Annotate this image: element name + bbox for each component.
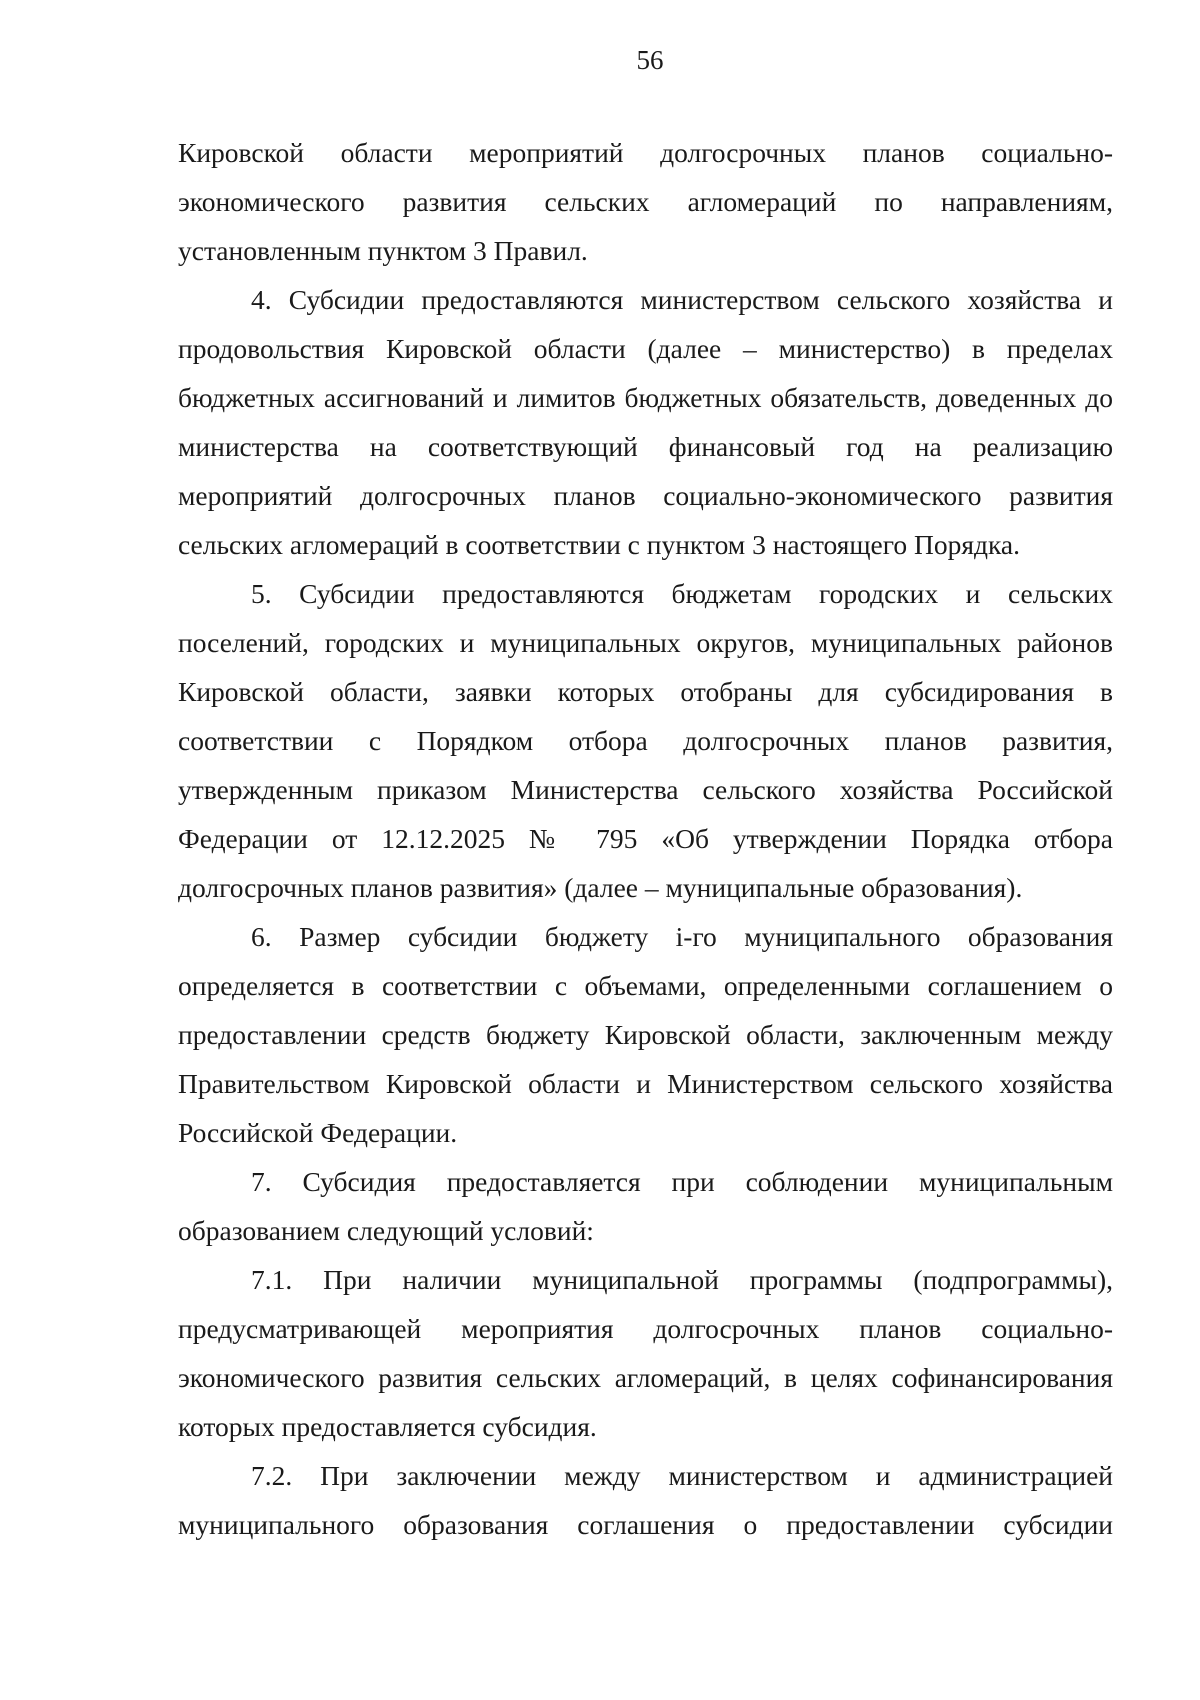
document-body (178, 128, 1113, 1549)
paragraph-item-7: 7. Субсидия предоставляется при соблюдении муниципальным образованием следующий условий: (178, 1166, 1113, 1246)
paragraph-continuation: Кировской области мероприятий долгосрочных планов социально-экономического развития сельских агломераций по направлениям, установленным пунктом 3 Правил. (178, 137, 1113, 266)
paragraph-item-7-2: 7.2. При заключении между министерством и администрацией муниципального образования соглашения о предоставлении субсидии (178, 1460, 1113, 1540)
paragraph-item-4: 4. Субсидии предоставляются министерством сельского хозяйства и продовольствия Кировской области (далее – министерство) в пределах бюджетных ассигнований и лимитов бюджетных обязательств, доведенных до министерства на соответствующий финансовый год на реализацию мероприятий долгосрочных планов социально-экономического развития сельских агломераций в соответствии с пунктом 3 настоящего Порядка. (178, 284, 1113, 560)
page-number: 56 (636, 45, 664, 75)
paragraph-item-6: 6. Размер субсидии бюджету i-го муниципального образования определяется в соответствии с объемами, определенными соглашением о предоставлении средств бюджету Кировской области, заключенным между Правительством Кировской области и Министерством сельского хозяйства Российской Федерации. (178, 921, 1113, 1148)
paragraph-item-7-1: 7.1. При наличии муниципальной программы (подпрограммы), предусматривающей мероприятия долгосрочных планов социально-экономического развития сельских агломераций, в целях софинансирования которых предоставляется субсидия. (178, 1264, 1113, 1442)
paragraph-item-5: 5. Субсидии предоставляются бюджетам городских и сельских поселений, городских и муниципальных округов, муниципальных районов Кировской области, заявки которых отобраны для субсидирования в соответствии с Порядком отбора долгосрочных планов развития, утвержденным приказом Министерства сельского хозяйства Российской Федерации от 12.12.2025 № 795 «Об утверждении Порядка отбора долгосрочных планов развития» (далее – муниципальные образования). (178, 578, 1113, 903)
